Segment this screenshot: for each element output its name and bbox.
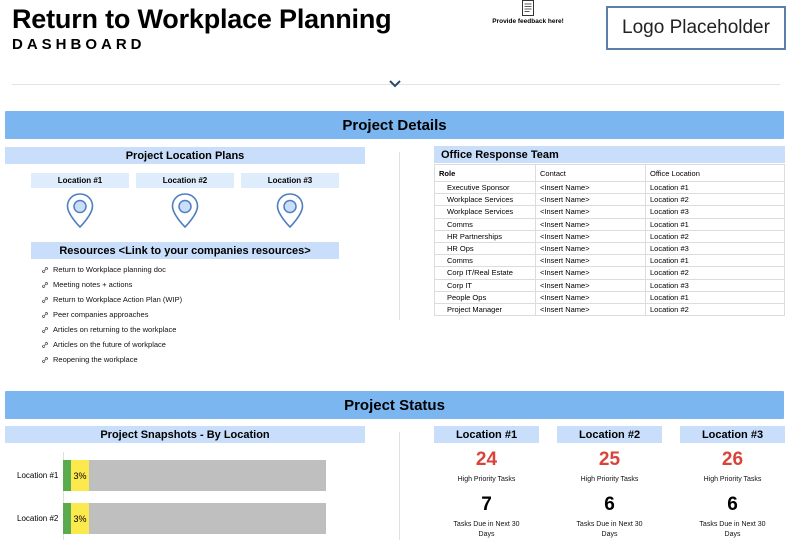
contact-cell[interactable]: <Insert Name>	[536, 303, 646, 315]
contact-cell[interactable]: <Insert Name>	[536, 279, 646, 291]
contact-cell[interactable]: <Insert Name>	[536, 291, 646, 303]
link-icon	[41, 281, 49, 289]
office-team-table	[434, 164, 785, 316]
office-location-cell: Location #2	[646, 267, 785, 279]
table-row	[435, 279, 785, 291]
tasks-due-label: Tasks Due in Next 30 Days	[699, 521, 766, 538]
page-title: Return to Workplace Planning	[12, 4, 392, 34]
location-status-header: Location #3	[680, 426, 785, 443]
office-location-cell: Location #1	[646, 255, 785, 267]
location-plan-2[interactable]: Location #2	[136, 173, 234, 188]
snapshot-bar-track	[63, 460, 326, 491]
snapshot-bar-complete[interactable]	[63, 460, 71, 491]
table-row	[435, 218, 785, 230]
tasks-due-count: 6	[727, 494, 738, 515]
resource-link-label[interactable]: Meeting notes + actions	[53, 280, 133, 289]
role-cell: Comms	[435, 255, 536, 267]
high-priority-label: High Priority Tasks	[457, 476, 516, 483]
office-location-cell: Location #1	[646, 182, 785, 194]
chevron-down-icon[interactable]	[388, 79, 402, 89]
resource-link-label[interactable]: Return to Workplace planning doc	[53, 265, 166, 274]
snapshot-bar-in-progress[interactable]: 3%	[71, 460, 89, 491]
resource-link-label[interactable]: Articles on the future of workplace	[53, 340, 166, 349]
location-status-header: Location #1	[434, 426, 539, 443]
role-cell: Workplace Services	[435, 194, 536, 206]
location-status-header: Location #2	[557, 426, 662, 443]
tasks-due-count: 7	[481, 494, 492, 515]
snapshot-bar-complete[interactable]	[63, 503, 71, 534]
table-row	[435, 267, 785, 279]
office-location-cell: Location #1	[646, 218, 785, 230]
map-pin-icon[interactable]	[66, 193, 94, 229]
snapshot-bar-label: Location #1	[17, 471, 59, 480]
location-plan-1[interactable]: Location #1	[31, 173, 129, 188]
link-icon	[41, 296, 49, 304]
resource-link-label[interactable]: Reopening the workplace	[53, 355, 138, 364]
role-cell: Corp IT	[435, 279, 536, 291]
table-row	[435, 303, 785, 315]
role-cell: Corp IT/Real Estate	[435, 267, 536, 279]
high-priority-count: 24	[475, 449, 498, 470]
feedback-label[interactable]: Provide feedback here!	[492, 18, 564, 25]
page-subtitle: DASHBOARD	[12, 36, 146, 53]
resources-header: Resources <Link to your companies resources>	[31, 242, 339, 259]
link-icon	[41, 341, 49, 349]
map-pin-icon[interactable]	[276, 193, 304, 229]
role-cell: Comms	[435, 218, 536, 230]
resource-link[interactable]	[41, 262, 182, 277]
tasks-due-label: Tasks Due in Next 30 Days	[453, 521, 520, 538]
section-divider	[399, 432, 400, 540]
column-header-office-location: Office Location	[646, 165, 785, 182]
section-divider	[399, 152, 400, 320]
resource-link-label[interactable]: Return to Workplace Action Plan (WIP)	[53, 295, 183, 304]
table-row	[435, 194, 785, 206]
role-cell: HR Ops	[435, 242, 536, 254]
resources-list	[41, 262, 182, 367]
office-location-cell: Location #2	[646, 303, 785, 315]
link-icon	[41, 326, 49, 334]
document-icon	[522, 0, 534, 16]
resource-link[interactable]	[41, 307, 182, 322]
high-priority-count: 25	[598, 449, 621, 470]
link-icon	[41, 266, 49, 274]
map-pin-icon[interactable]	[171, 193, 199, 229]
table-row	[435, 230, 785, 242]
contact-cell[interactable]: <Insert Name>	[536, 206, 646, 218]
contact-cell[interactable]: <Insert Name>	[536, 267, 646, 279]
contact-cell[interactable]: <Insert Name>	[536, 182, 646, 194]
office-location-cell: Location #2	[646, 230, 785, 242]
column-header-contact: Contact	[536, 165, 646, 182]
tasks-due-count: 6	[604, 494, 615, 515]
column-header-role: Role	[435, 165, 536, 182]
logo-placeholder: Logo Placeholder	[606, 6, 786, 50]
project-status-banner: Project Status	[5, 391, 784, 419]
table-row	[435, 242, 785, 254]
location-plans-header: Project Location Plans	[5, 147, 365, 164]
role-cell: People Ops	[435, 291, 536, 303]
role-cell: Executive Sponsor	[435, 182, 536, 194]
project-details-banner: Project Details	[5, 111, 784, 139]
snapshot-bar-in-progress[interactable]: 3%	[71, 503, 89, 534]
office-location-cell: Location #3	[646, 279, 785, 291]
link-icon	[41, 311, 49, 319]
resource-link-label[interactable]: Peer companies approaches	[53, 310, 149, 319]
contact-cell[interactable]: <Insert Name>	[536, 255, 646, 267]
contact-cell[interactable]: <Insert Name>	[536, 218, 646, 230]
table-row	[435, 182, 785, 194]
table-row	[435, 255, 785, 267]
high-priority-label: High Priority Tasks	[703, 476, 762, 483]
table-row	[435, 206, 785, 218]
contact-cell[interactable]: <Insert Name>	[536, 242, 646, 254]
table-row	[435, 291, 785, 303]
resource-link[interactable]	[41, 292, 182, 307]
resource-link[interactable]	[41, 352, 182, 367]
role-cell: HR Partnerships	[435, 230, 536, 242]
link-icon	[41, 356, 49, 364]
office-location-cell: Location #1	[646, 291, 785, 303]
snapshot-bar-label: Location #2	[17, 514, 59, 523]
role-cell: Workplace Services	[435, 206, 536, 218]
office-team-header: Office Response Team	[434, 146, 785, 163]
contact-cell[interactable]: <Insert Name>	[536, 230, 646, 242]
snapshot-bar-track	[63, 503, 326, 534]
snapshots-header: Project Snapshots - By Location	[5, 426, 365, 443]
high-priority-count: 26	[721, 449, 744, 470]
feedback-link[interactable]	[488, 0, 568, 25]
resource-link[interactable]	[41, 337, 182, 352]
office-location-cell: Location #3	[646, 206, 785, 218]
high-priority-label: High Priority Tasks	[580, 476, 639, 483]
tasks-due-label: Tasks Due in Next 30 Days	[576, 521, 643, 538]
contact-cell[interactable]: <Insert Name>	[536, 194, 646, 206]
role-cell: Project Manager	[435, 303, 536, 315]
office-location-cell: Location #3	[646, 242, 785, 254]
resource-link-label[interactable]: Articles on returning to the workplace	[53, 325, 177, 334]
location-plan-3[interactable]: Location #3	[241, 173, 339, 188]
resource-link[interactable]	[41, 322, 182, 337]
resource-link[interactable]	[41, 277, 182, 292]
office-location-cell: Location #2	[646, 194, 785, 206]
